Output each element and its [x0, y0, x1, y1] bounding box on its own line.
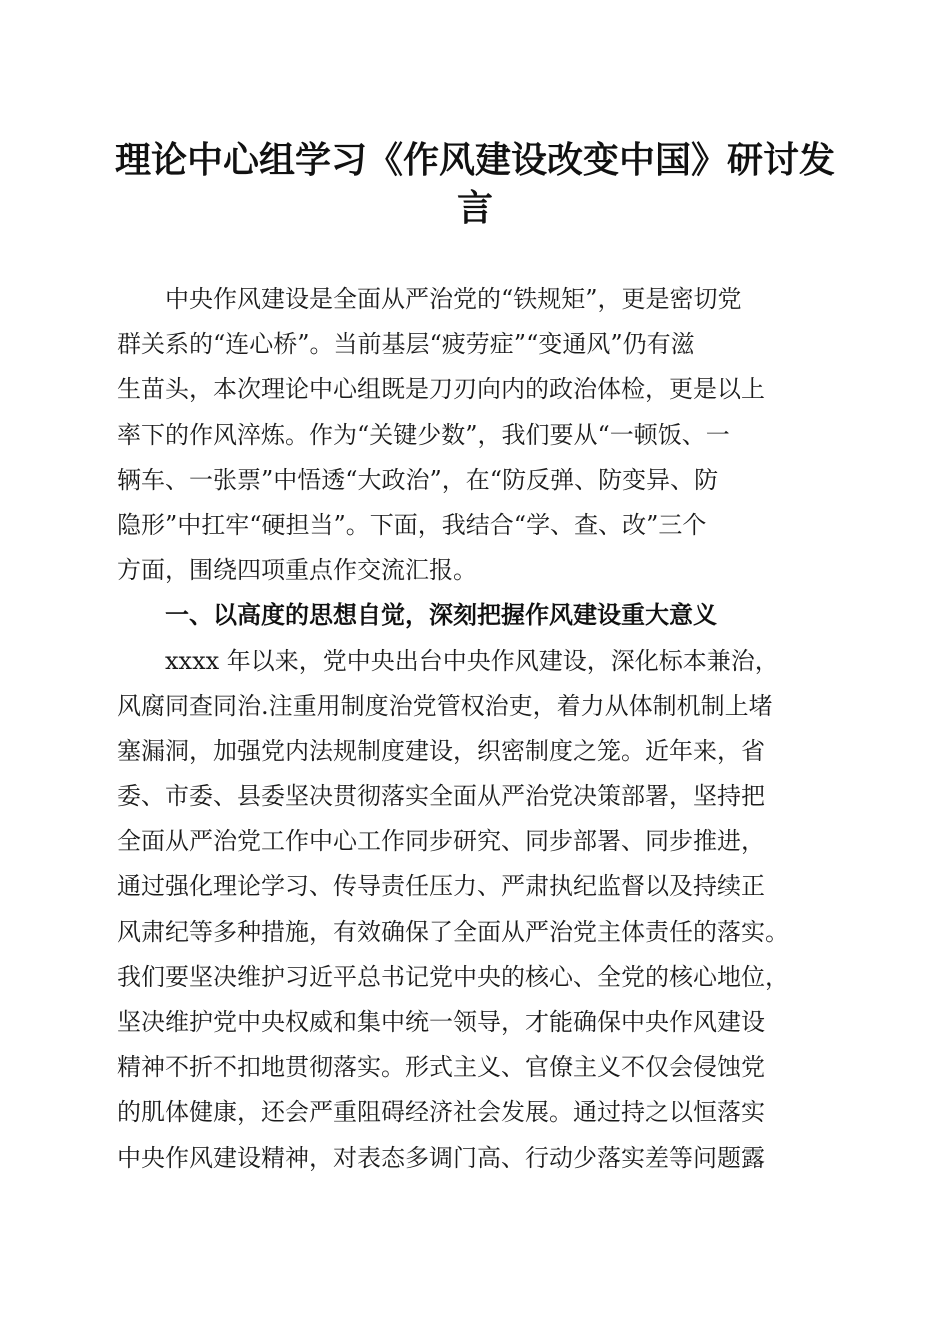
paragraph-line: 的肌体健康，还会严重阻碍经济社会发展。通过持之以恒落实 [117, 1098, 765, 1127]
paragraph-line: 全面从严治党工作中心工作同步研究、同步部署、同步推进， [117, 827, 765, 856]
document-body [117, 277, 847, 1181]
paragraph-line: 中央作风建设精神，对表态多调门高、行动少落实差等问题露 [117, 1143, 765, 1172]
paragraph-line: 塞漏洞，加强党内法规制度建设，织密制度之笼。近年来，省 [117, 736, 765, 765]
document-title [90, 136, 860, 232]
paragraph-line: 方面，围绕四项重点作交流汇报。 [117, 556, 477, 585]
paragraph-line: xxxx 年以来，党中央出台中央作风建设，深化标本兼治， [117, 646, 779, 675]
paragraph-line: 率下的作风淬炼。作为“关键少数”，我们要从“一顿饭、一 [117, 420, 730, 449]
paragraph-line: 通过强化理论学习、传导责任压力、严肃执纪监督以及持续正 [117, 872, 765, 901]
section-heading: 一、以高度的思想自觉，深刻把握作风建设重大意义 [117, 601, 717, 630]
paragraph-line: 中央作风建设是全面从严治党的“铁规矩”，更是密切党 [117, 285, 742, 313]
paragraph-line: 辆车、一张票”中悟透“大政治”，在“防反弹、防变异、防 [117, 465, 719, 494]
paragraph-line: 我们要坚决维护习近平总书记党中央的核心、全党的核心地位， [117, 962, 789, 991]
paragraph-line: 群关系的“连心桥”。当前基层“疲劳症”“变通风”仍有滋 [117, 330, 695, 359]
paragraph-line: 风腐同查同治.注重用制度治党管权治吏，着力从体制机制上堵 [117, 691, 773, 720]
paragraph-line: 委、市委、县委坚决贯彻落实全面从严治党决策部署，坚持把 [117, 782, 765, 811]
paragraph-line: 生苗头，本次理论中心组既是刀刃向内的政治体检，更是以上 [117, 375, 765, 404]
paragraph-line: 隐形”中扛牢“硬担当”。下面，我结合“学、查、改”三个 [117, 510, 707, 539]
title-line: 言 [456, 187, 493, 229]
paragraph-line: 风肃纪等多种措施，有效确保了全面从严治党主体责任的落实。 [117, 917, 789, 946]
paragraph-line: 坚决维护党中央权威和集中统一领导，才能确保中央作风建设 [117, 1008, 765, 1036]
paragraph-line: 精神不折不扣地贯彻落实。形式主义、官僚主义不仅会侵蚀党 [117, 1053, 765, 1082]
title-line: 理论中心组学习《作风建设改变中国》研讨发 [114, 139, 835, 181]
